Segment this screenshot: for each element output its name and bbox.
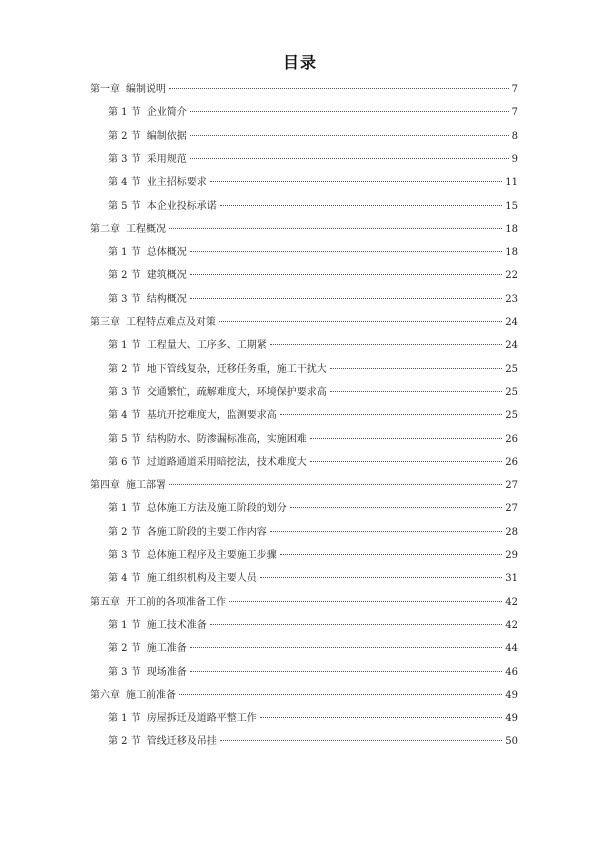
toc-entry-page-number: 42 bbox=[505, 596, 518, 608]
toc-section-entry bbox=[108, 106, 518, 120]
toc-dot-leader bbox=[330, 391, 503, 392]
toc-entry-title: 总体施工方法及施工阶段的划分 bbox=[146, 503, 287, 515]
toc-entry-page-number: 27 bbox=[505, 480, 518, 492]
toc-section-entry bbox=[108, 293, 518, 307]
toc-section-entry bbox=[108, 246, 518, 260]
toc-dot-leader bbox=[220, 740, 503, 741]
toc-dot-leader bbox=[270, 531, 503, 532]
toc-dot-leader bbox=[260, 577, 503, 578]
toc-entry-title: 房屋拆迁及道路平整工作 bbox=[146, 713, 257, 725]
toc-dot-leader bbox=[190, 671, 503, 672]
toc-entry-number: 第 2 节 bbox=[108, 526, 141, 538]
toc-entry-number: 第 4 节 bbox=[108, 177, 141, 189]
toc-section-entry bbox=[108, 526, 518, 540]
toc-dot-leader bbox=[280, 414, 503, 415]
toc-entry-number: 第 2 节 bbox=[108, 643, 141, 655]
toc-entry-page-number: 7 bbox=[511, 107, 518, 119]
toc-entry-number: 第 1 节 bbox=[108, 247, 141, 259]
toc-section-entry bbox=[108, 549, 518, 563]
toc-entry-page-number: 26 bbox=[505, 456, 518, 468]
toc-entry-title: 现场准备 bbox=[146, 666, 187, 678]
toc-entry-page-number: 49 bbox=[505, 689, 518, 701]
toc-entry-page-number: 22 bbox=[505, 270, 518, 282]
toc-dot-leader bbox=[330, 368, 503, 369]
toc-entry-number: 第 5 节 bbox=[108, 433, 141, 445]
toc-entry-page-number: 24 bbox=[505, 340, 518, 352]
toc-entry-page-number: 11 bbox=[505, 177, 518, 189]
toc-dot-leader bbox=[190, 111, 509, 112]
toc-dot-leader bbox=[310, 461, 503, 462]
toc-chapter-entry bbox=[90, 689, 518, 703]
toc-entry-number: 第 2 节 bbox=[108, 130, 141, 142]
toc-section-entry bbox=[108, 642, 518, 656]
toc-entry-title: 地下管线复杂，迁移任务重，施工干扰大 bbox=[146, 363, 327, 375]
toc-entry-page-number: 50 bbox=[505, 736, 518, 748]
toc-entry-number: 第 5 节 bbox=[108, 200, 141, 212]
toc-entry-number: 第 1 节 bbox=[108, 503, 141, 515]
toc-entry-number: 第 3 节 bbox=[108, 550, 141, 561]
toc-entry-number: 第 3 节 bbox=[108, 153, 141, 165]
toc-entry-title: 施工前准备 bbox=[126, 689, 176, 701]
toc-dot-leader bbox=[270, 344, 503, 345]
toc-chapter-entry bbox=[90, 316, 518, 330]
toc-entry-title: 结构概况 bbox=[146, 293, 187, 305]
toc-section-entry bbox=[108, 130, 518, 144]
toc-entry-title: 开工前的各项准备工作 bbox=[126, 596, 226, 608]
toc-chapter-entry bbox=[90, 596, 518, 610]
toc-section-entry bbox=[108, 572, 518, 586]
toc-section-entry bbox=[108, 456, 518, 470]
toc-dot-leader bbox=[190, 647, 503, 648]
toc-entry-number: 第 3 节 bbox=[108, 386, 141, 398]
toc-dot-leader bbox=[229, 601, 502, 602]
toc-entry-number: 第 1 节 bbox=[108, 107, 141, 119]
toc-entry-page-number: 27 bbox=[505, 503, 518, 515]
toc-dot-leader bbox=[210, 181, 503, 182]
toc-dot-leader bbox=[169, 228, 502, 229]
toc-entry-number: 第 6 节 bbox=[108, 456, 141, 468]
toc-entry-title: 结构防水、防渗漏标准高，实施困难 bbox=[146, 433, 307, 445]
toc-entry-number: 第 3 节 bbox=[108, 666, 141, 678]
toc-dot-leader bbox=[179, 694, 502, 695]
toc-dot-leader bbox=[310, 438, 503, 439]
toc-entry-page-number: 29 bbox=[505, 550, 518, 561]
toc-entry-title: 基坑开挖难度大，监测要求高 bbox=[146, 410, 277, 422]
toc-section-entry bbox=[108, 386, 518, 400]
toc-section-entry bbox=[108, 502, 518, 516]
toc-entry-title: 过道路通道采用暗挖法，技术难度大 bbox=[146, 456, 307, 468]
toc-entry-title: 总体概况 bbox=[146, 247, 187, 259]
toc-dot-leader bbox=[190, 274, 503, 275]
toc-entry-number: 第 4 节 bbox=[108, 410, 141, 422]
toc-entry-title: 施工组织机构及主要人员 bbox=[146, 573, 257, 585]
toc-dot-leader bbox=[210, 624, 503, 625]
toc-section-entry bbox=[108, 269, 518, 283]
toc-chapter-entry bbox=[90, 479, 518, 493]
toc-section-entry bbox=[108, 735, 518, 749]
toc-section-entry bbox=[108, 200, 518, 214]
toc-entry-number: 第五章 bbox=[90, 596, 120, 608]
toc-entry-page-number: 49 bbox=[505, 713, 518, 725]
toc-section-entry bbox=[108, 619, 518, 633]
toc-entry-number: 第二章 bbox=[90, 223, 120, 235]
toc-entry-page-number: 8 bbox=[511, 130, 518, 142]
toc-entry-page-number: 23 bbox=[505, 293, 518, 305]
toc-entry-number: 第 1 节 bbox=[108, 340, 141, 352]
toc-entry-page-number: 7 bbox=[511, 84, 518, 95]
toc-entry-title: 编制说明 bbox=[126, 84, 166, 95]
toc-entry-page-number: 31 bbox=[505, 573, 518, 585]
toc-entry-page-number: 18 bbox=[505, 247, 518, 259]
toc-dot-leader bbox=[280, 554, 503, 555]
toc-entry-title: 工程特点难点及对策 bbox=[126, 317, 216, 328]
toc-entry-page-number: 44 bbox=[505, 643, 518, 655]
toc-dot-leader bbox=[220, 205, 503, 206]
toc-entry-number: 第六章 bbox=[90, 689, 120, 701]
toc-entry-number: 第 4 节 bbox=[108, 573, 141, 585]
toc-section-entry bbox=[108, 153, 518, 167]
toc-entry-title: 建筑概况 bbox=[146, 270, 187, 282]
toc-dot-leader bbox=[169, 484, 502, 485]
toc-entry-title: 总体施工程序及主要施工步骤 bbox=[146, 550, 277, 561]
toc-entry-title: 施工技术准备 bbox=[146, 619, 207, 631]
toc-entry-page-number: 25 bbox=[505, 363, 518, 375]
toc-entry-title: 交通繁忙，疏解难度大，环境保护要求高 bbox=[146, 386, 327, 398]
toc-entry-page-number: 18 bbox=[505, 223, 518, 235]
toc-entry-title: 业主招标要求 bbox=[146, 177, 207, 189]
toc-dot-leader bbox=[290, 507, 503, 508]
toc-entry-title: 各施工阶段的主要工作内容 bbox=[146, 526, 267, 538]
toc-section-entry bbox=[108, 666, 518, 680]
toc-entry-title: 本企业投标承诺 bbox=[146, 200, 217, 212]
toc-section-entry bbox=[108, 363, 518, 377]
toc-entry-page-number: 25 bbox=[505, 410, 518, 422]
toc-entry-page-number: 9 bbox=[511, 153, 518, 165]
toc-dot-leader bbox=[190, 158, 509, 159]
toc-title: 目录 bbox=[282, 53, 317, 72]
toc-entry-number: 第 3 节 bbox=[108, 293, 141, 305]
toc-entry-number: 第 1 节 bbox=[108, 713, 141, 725]
toc-entry-title: 工程概况 bbox=[126, 223, 166, 235]
toc-section-entry bbox=[108, 712, 518, 726]
toc-entry-title: 编制依据 bbox=[146, 130, 187, 142]
toc-dot-leader bbox=[190, 298, 503, 299]
toc-entry-page-number: 24 bbox=[505, 317, 518, 328]
toc-entry-page-number: 42 bbox=[505, 619, 518, 631]
toc-section-entry bbox=[108, 176, 518, 190]
toc-entry-title: 施工准备 bbox=[146, 643, 187, 655]
toc-chapter-entry bbox=[90, 223, 518, 237]
toc-section-entry bbox=[108, 339, 518, 353]
toc-entry-number: 第 2 节 bbox=[108, 736, 141, 748]
toc-entry-number: 第 1 节 bbox=[108, 619, 141, 631]
toc-section-entry bbox=[108, 433, 518, 447]
toc-dot-leader bbox=[219, 321, 502, 322]
toc-entry-page-number: 46 bbox=[505, 666, 518, 678]
toc-entry-number: 第四章 bbox=[90, 480, 120, 492]
toc-entry-number: 第 2 节 bbox=[108, 363, 141, 375]
toc-entry-page-number: 26 bbox=[505, 433, 518, 445]
toc-dot-leader bbox=[260, 717, 503, 718]
toc-entry-number: 第 2 节 bbox=[108, 270, 141, 282]
toc-dot-leader bbox=[190, 135, 509, 136]
toc-entry-title: 企业简介 bbox=[146, 107, 187, 119]
toc-section-entry bbox=[108, 409, 518, 423]
toc-entry-page-number: 28 bbox=[505, 526, 518, 538]
toc-entry-title: 施工部署 bbox=[126, 480, 166, 492]
toc-entry-title: 采用规范 bbox=[146, 153, 187, 165]
toc-entry-page-number: 25 bbox=[505, 386, 518, 398]
toc-entry-number: 第三章 bbox=[90, 317, 120, 328]
toc-entry-title: 工程量大、工序多、工期紧 bbox=[146, 340, 267, 352]
toc-dot-leader bbox=[169, 88, 509, 89]
toc-entry-page-number: 15 bbox=[505, 200, 518, 212]
toc-entry-number: 第一章 bbox=[90, 84, 120, 95]
toc-entry-title: 管线迁移及吊挂 bbox=[146, 736, 217, 748]
toc-dot-leader bbox=[190, 251, 503, 252]
toc-chapter-entry bbox=[90, 83, 518, 97]
